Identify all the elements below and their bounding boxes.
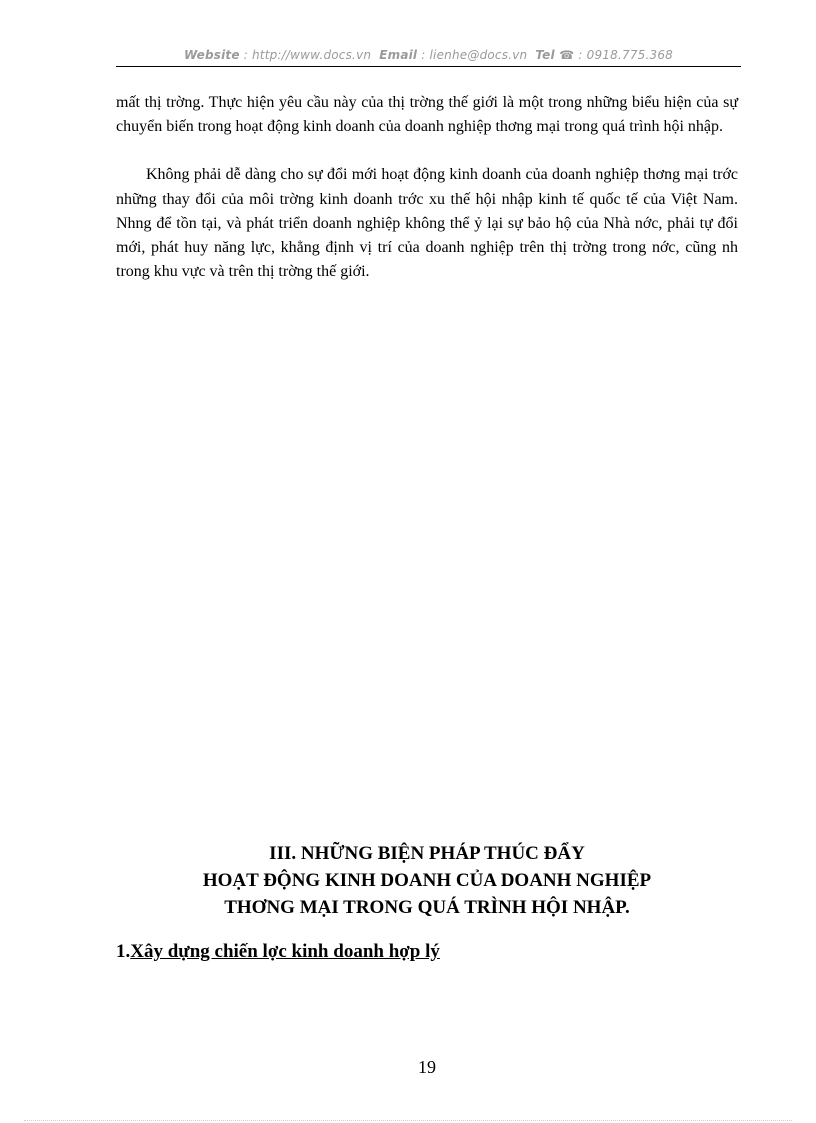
- body-text: [116, 91, 738, 284]
- subsection-title: Xây dựng chiến lợc kinh doanh hợp lý: [130, 941, 440, 962]
- email-address: : lienhe@docs.vn: [421, 48, 528, 62]
- tel-label: Tel ☎: [535, 48, 575, 62]
- section-heading-line-3: THƠNG MẠI TRONG QUÁ TRÌNH HỘI NHẬP.: [224, 897, 630, 918]
- paragraph-2: Không phải dễ dàng cho sự đổi mới hoạt động kinh doanh của doanh nghiệp thơng mại trớc những thay đổi của môi trờng kinh doanh trớc xu thế hội nhập kinh tế quốc tế của Việt Nam. Nhng để tồn tại, và phát triển doanh nghiệp không thể ỷ lại sự bảo hộ của Nhà nớc, phải tự đổi mới, phát huy năng lực, khẳng định vị trí của doanh nghiệp trên thị trờng trong nớc, cũng nh trong khu vực và trên thị trờng thế giới.: [116, 166, 738, 281]
- paragraph-1: mất thị trờng. Thực hiện yêu cầu này của thị trờng thế giới là một trong những biểu hiện của sự chuyển biến trong hoạt động kinh doanh của doanh nghiệp thơng mại trong quá trình hội nhập.: [116, 94, 738, 136]
- tel-number: : 0918.775.368: [578, 48, 674, 62]
- subsection-number: 1.: [116, 941, 131, 962]
- page-header: [116, 48, 741, 62]
- section-heading-line-2: HOẠT ĐỘNG KINH DOANH CỦA DOANH NGHIỆP: [202, 870, 652, 891]
- page-number: 19: [418, 1057, 436, 1077]
- footer-divider: [24, 1120, 792, 1121]
- email-label: Email: [379, 48, 418, 62]
- website-label: Website: [183, 48, 240, 62]
- website-url: : http://www.docs.vn: [243, 48, 372, 62]
- subsection-heading: [116, 940, 440, 964]
- section-heading: [116, 840, 738, 921]
- section-heading-line-1: III. NHỮNG BIỆN PHÁP THÚC ĐẨY: [269, 843, 585, 864]
- header-divider: [116, 66, 741, 67]
